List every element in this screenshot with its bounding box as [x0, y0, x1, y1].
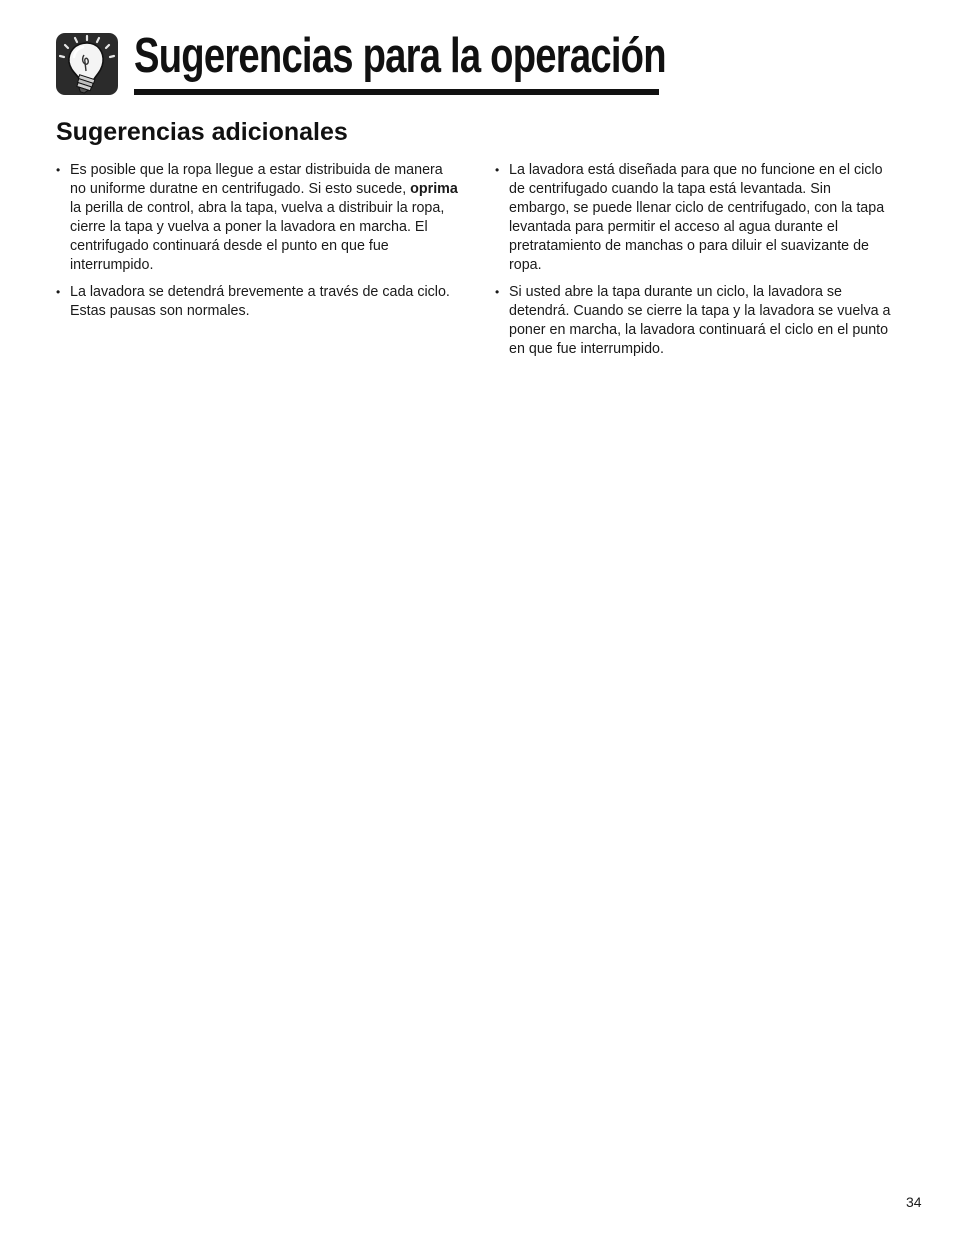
list-item [495, 161, 895, 275]
emphasis-text: oprima [410, 181, 458, 197]
title-underline [134, 89, 659, 95]
page-number: 34 [906, 1194, 922, 1210]
page-title: Sugerencias para la operación [134, 29, 666, 83]
list-item-text: Si usted abre la tapa durante un ciclo, la lavadora se detendrá. Cuando se cierre la tapa y la lavadora se vuelva a poner en marcha, la lavadora continuará el ciclo en el punto en que fue interrumpido. [509, 284, 891, 357]
left-column-list [56, 161, 460, 329]
section-heading: Sugerencias adicionales [56, 118, 348, 146]
list-item [56, 161, 460, 275]
list-item-text: la perilla de control, abra la tapa, vuelva a distribuir la ropa, cierre la tapa y vuelva a poner la lavadora en marcha. El centrifugado continuará desde el punto en que fue interrumpido. [70, 200, 445, 273]
right-column-list [495, 161, 895, 367]
list-item-text: Es posible que la ropa llegue a estar distribuida de manera no uniforme duratne en centrifugado. Si esto sucede, [70, 162, 443, 197]
list-item [56, 283, 460, 321]
list-item [495, 283, 895, 359]
lightbulb-icon [56, 33, 118, 95]
list-item-text: La lavadora se detendrá brevemente a través de cada ciclo. Estas pausas son normales. [70, 284, 450, 319]
list-item-text: La lavadora está diseñada para que no funcione en el ciclo de centrifugado cuando la tapa está levantada. Sin embargo, se puede llenar ciclo de centrifugado, con la tapa levantada para permitir el acceso al agua durante el pretratamiento de manchas o para diluir el suavizante de ropa. [509, 162, 885, 273]
